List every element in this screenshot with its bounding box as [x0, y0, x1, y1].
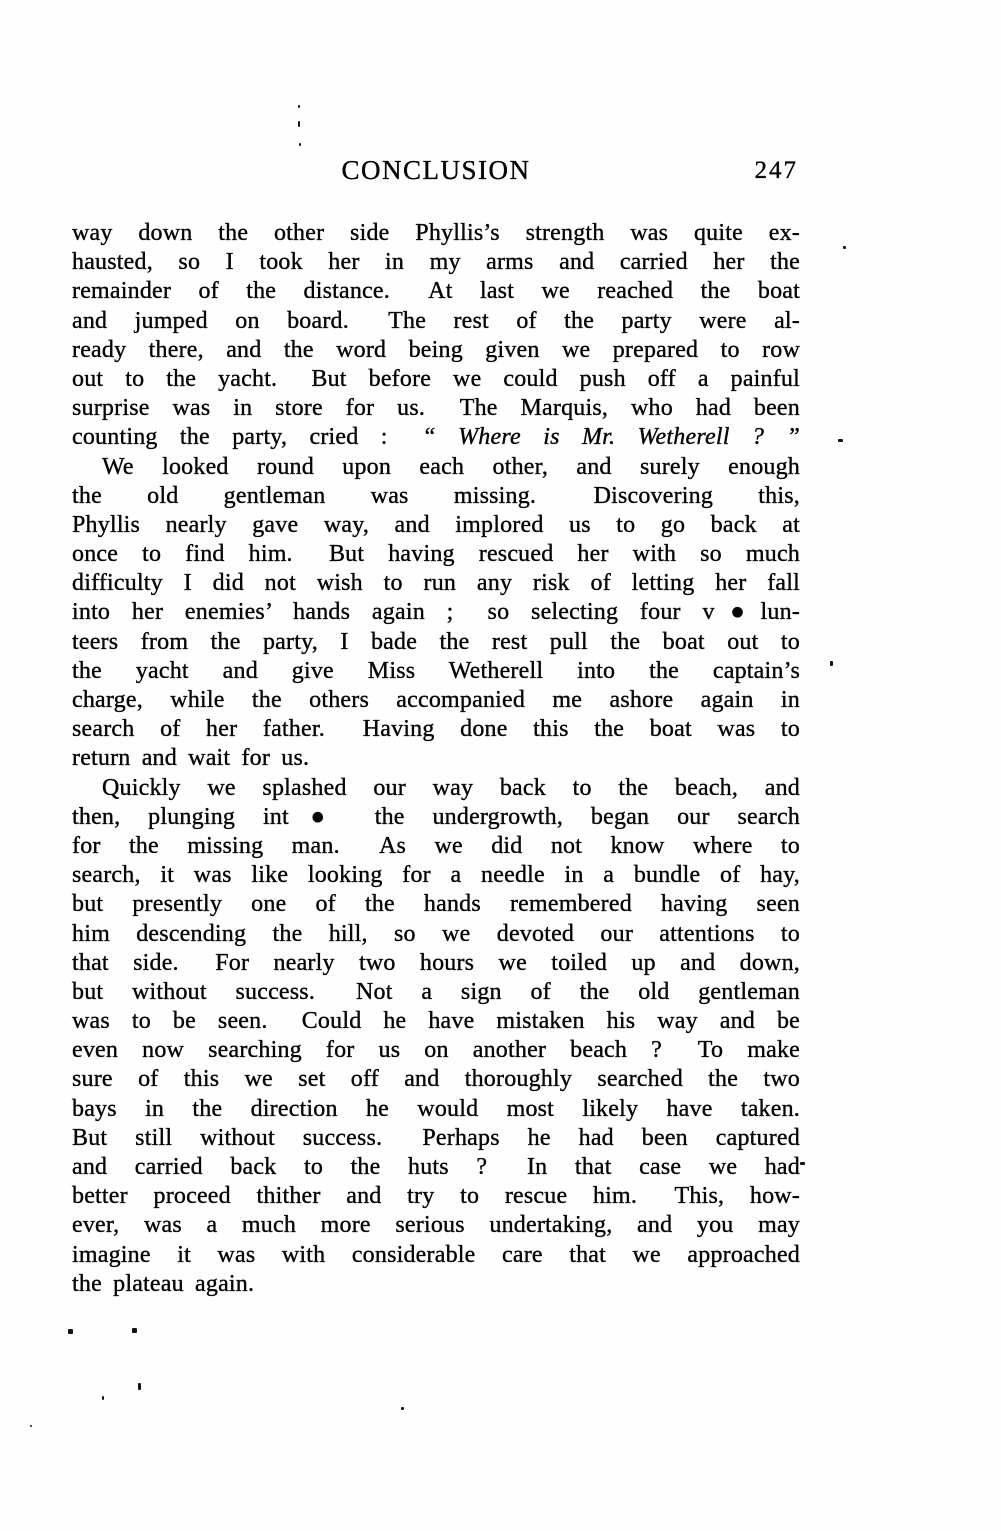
- text-segment: and jumped on board. The rest of the party were al-: [72, 307, 800, 334]
- text-line: [72, 1065, 800, 1094]
- italic-quote: “ Where is Mr. Wetherell ? ”: [422, 424, 800, 451]
- text-segment: counting the party, cried :: [72, 424, 423, 451]
- running-title: CONCLUSION: [341, 155, 531, 185]
- text-segment: then, plunging int● the undergrowth, began our search: [72, 803, 800, 830]
- text-line: [72, 598, 800, 627]
- ink-speck: [830, 661, 833, 666]
- text-line: [72, 628, 800, 657]
- text-line: [72, 540, 800, 569]
- text-segment: way down the other side Phyllis’s strength was quite ex-: [72, 220, 800, 246]
- text-line: [72, 686, 800, 715]
- text-line: [72, 365, 800, 394]
- text-line: [72, 949, 800, 978]
- text-line: [72, 1007, 800, 1036]
- text-segment: even now searching for us on another beach ? To make: [72, 1037, 800, 1064]
- text-segment: return and wait for us.: [72, 745, 310, 772]
- ink-speck: [298, 121, 300, 127]
- ink-speck: [843, 246, 846, 249]
- text-line: [72, 832, 800, 861]
- text-line: [72, 978, 800, 1007]
- text-segment: the yacht and give Miss Wetherell into the captain’s: [72, 657, 800, 684]
- text-segment: ready there, and the word being given we prepared to row: [72, 336, 800, 363]
- text-line: [72, 307, 800, 336]
- text-segment: charge, while the others accompanied me ashore again in: [72, 687, 800, 713]
- text-line: [72, 423, 800, 452]
- text-line: [72, 277, 800, 306]
- text-line: [72, 1036, 800, 1065]
- page-number: 247: [754, 157, 798, 184]
- text-line: [72, 569, 800, 598]
- text-segment: the plateau again.: [72, 1270, 255, 1297]
- text-line: [72, 920, 800, 949]
- text-line: [72, 1124, 800, 1153]
- ink-speck: [298, 105, 300, 108]
- text-segment: search, it was like looking for a needle in a bundle of hay,: [72, 862, 800, 889]
- ink-speck: [299, 143, 301, 146]
- text-line: [72, 1153, 800, 1182]
- text-segment: but presently one of the hands remembered having seen: [72, 891, 800, 918]
- text-line: [72, 1211, 800, 1240]
- ink-speck: [838, 439, 843, 442]
- text-line: [72, 861, 800, 890]
- text-line: [72, 744, 800, 773]
- text-line: [72, 1095, 800, 1124]
- text-segment: hausted, so I took her in my arms and carried her the: [72, 249, 800, 276]
- text-segment: We looked round upon each other, and surely enough: [102, 453, 800, 480]
- text-segment: sure of this we set off and thoroughly searched the two: [72, 1066, 800, 1093]
- text-line: [72, 1182, 800, 1211]
- text-segment: him descending the hill, so we devoted our attentions to: [72, 920, 800, 947]
- text-segment: surprise was in store for us. The Marquis, who had been: [72, 395, 800, 422]
- text-segment: once to find him. But having rescued her with so much: [72, 541, 800, 568]
- text-line: [72, 482, 800, 511]
- text-segment: teers from the party, I bade the rest pull the boat out to: [72, 628, 800, 655]
- text-line: [72, 715, 800, 744]
- text-segment: Phyllis nearly gave way, and implored us to go back at: [72, 511, 800, 538]
- text-segment: ever, was a much more serious undertaking, and you may: [72, 1212, 800, 1239]
- page-header: [72, 155, 800, 195]
- text-segment: the old gentleman was missing. Discovering this,: [72, 482, 800, 509]
- ink-speck: [132, 1328, 137, 1333]
- ink-speck: [401, 1407, 404, 1410]
- text-line: [72, 1241, 800, 1270]
- text-line: [72, 394, 800, 423]
- text-line: [72, 657, 800, 686]
- text-line: [72, 890, 800, 919]
- ink-speck: [102, 1396, 104, 1400]
- text-line: [72, 774, 800, 803]
- text-segment: remainder of the distance. At last we reached the boat: [72, 278, 800, 305]
- text-segment: and carried back to the huts ? In that case we had: [72, 1154, 800, 1180]
- text-segment: bays in the direction he would most likely have taken.: [72, 1095, 800, 1122]
- text-segment: but without success. Not a sign of the old gentleman: [72, 978, 800, 1005]
- page-body: [72, 219, 800, 1299]
- text-segment: search of her father. Having done this the boat was to: [72, 716, 800, 743]
- text-line: [72, 803, 800, 832]
- text-segment: Quickly we splashed our way back to the beach, and: [102, 774, 800, 801]
- text-line: [72, 248, 800, 277]
- ink-speck: [30, 1425, 32, 1427]
- text-line: [72, 219, 800, 248]
- text-segment: But still without success. Perhaps he had been captured: [72, 1124, 800, 1151]
- ink-speck: [800, 1162, 805, 1165]
- text-segment: was to be seen. Could he have mistaken his way and be: [72, 1008, 800, 1035]
- text-segment: better proceed thither and try to rescue him. This, how-: [72, 1183, 800, 1210]
- text-segment: that side. For nearly two hours we toiled up and down,: [72, 949, 800, 976]
- text-segment: difficulty I did not wish to run any risk of letting her fall: [72, 570, 800, 597]
- text-line: [72, 511, 800, 540]
- text-segment: into her enemies’ hands again ; so selecting four v●lun-: [72, 599, 800, 626]
- text-segment: out to the yacht. But before we could push off a painful: [72, 365, 800, 392]
- text-segment: imagine it was with considerable care that we approached: [72, 1241, 800, 1268]
- text-line: [72, 453, 800, 482]
- text-line: [72, 1270, 800, 1299]
- ink-speck: [68, 1329, 73, 1334]
- text-line: [72, 336, 800, 365]
- ink-speck: [138, 1383, 141, 1390]
- text-segment: for the missing man. As we did not know where to: [72, 832, 800, 859]
